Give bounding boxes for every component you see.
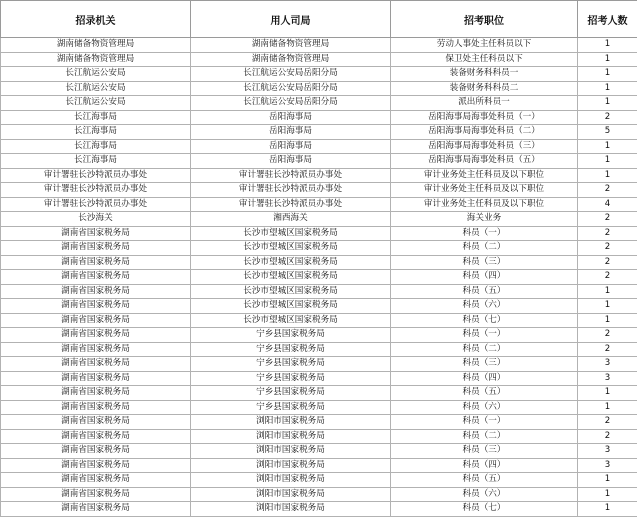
cell-recruiting-agency: 审计署驻长沙特派员办事处: [1, 197, 191, 212]
cell-position: 装备财务科科员一: [391, 67, 578, 82]
cell-hiring-department: 宁乡县国家税务局: [191, 357, 391, 372]
cell-hiring-department: 浏阳市国家税务局: [191, 415, 391, 430]
cell-hiring-department: 岳阳海事局: [191, 110, 391, 125]
cell-recruiting-agency: 湖南省国家税务局: [1, 371, 191, 386]
cell-recruiting-agency: 长江海事局: [1, 125, 191, 140]
table-row: [1, 81, 637, 96]
cell-headcount: 2: [578, 183, 637, 198]
cell-recruiting-agency: 长沙海关: [1, 212, 191, 227]
cell-headcount: 1: [578, 96, 637, 111]
table-row: [1, 487, 637, 502]
cell-headcount: 1: [578, 52, 637, 67]
table-row: [1, 154, 637, 169]
cell-position: 科员（一）: [391, 226, 578, 241]
cell-hiring-department: 浏阳市国家税务局: [191, 458, 391, 473]
cell-hiring-department: 宁乡县国家税务局: [191, 386, 391, 401]
cell-hiring-department: 长江航运公安局岳阳分局: [191, 67, 391, 82]
table-row: [1, 168, 637, 183]
cell-hiring-department: 湖南储备物资管理局: [191, 38, 391, 53]
cell-hiring-department: 浏阳市国家税务局: [191, 429, 391, 444]
cell-headcount: 2: [578, 241, 637, 256]
cell-position: 科员（三）: [391, 444, 578, 459]
cell-headcount: 1: [578, 139, 637, 154]
table-row: [1, 313, 637, 328]
cell-headcount: 1: [578, 473, 637, 488]
cell-position: 科员（七）: [391, 502, 578, 517]
cell-position: 科员（四）: [391, 458, 578, 473]
cell-headcount: 1: [578, 487, 637, 502]
table-row: [1, 125, 637, 140]
cell-hiring-department: 长沙市望城区国家税务局: [191, 241, 391, 256]
cell-recruiting-agency: 长江航运公安局: [1, 81, 191, 96]
cell-recruiting-agency: 湖南省国家税务局: [1, 400, 191, 415]
table-row: [1, 96, 637, 111]
cell-recruiting-agency: 湖南省国家税务局: [1, 328, 191, 343]
cell-hiring-department: 宁乡县国家税务局: [191, 328, 391, 343]
cell-position: 派出所科员一: [391, 96, 578, 111]
cell-recruiting-agency: 湖南省国家税务局: [1, 415, 191, 430]
table-row: [1, 226, 637, 241]
cell-recruiting-agency: 长江海事局: [1, 154, 191, 169]
cell-hiring-department: 宁乡县国家税务局: [191, 400, 391, 415]
cell-hiring-department: 长沙市望城区国家税务局: [191, 313, 391, 328]
cell-position: 科员（五）: [391, 473, 578, 488]
cell-headcount: 2: [578, 415, 637, 430]
table-row: [1, 458, 637, 473]
table-row: [1, 212, 637, 227]
cell-recruiting-agency: 审计署驻长沙特派员办事处: [1, 183, 191, 198]
table-row: [1, 429, 637, 444]
cell-hiring-department: 长沙市望城区国家税务局: [191, 255, 391, 270]
cell-headcount: 2: [578, 342, 637, 357]
table-row: [1, 400, 637, 415]
cell-hiring-department: 岳阳海事局: [191, 154, 391, 169]
cell-headcount: 2: [578, 110, 637, 125]
cell-recruiting-agency: 湖南省国家税务局: [1, 270, 191, 285]
cell-headcount: 3: [578, 357, 637, 372]
cell-position: 科员（一）: [391, 415, 578, 430]
table-row: [1, 357, 637, 372]
cell-recruiting-agency: 湖南省国家税务局: [1, 241, 191, 256]
cell-recruiting-agency: 湖南储备物资管理局: [1, 38, 191, 53]
cell-hiring-department: 审计署驻长沙特派员办事处: [191, 168, 391, 183]
cell-recruiting-agency: 湖南省国家税务局: [1, 284, 191, 299]
cell-recruiting-agency: 湖南省国家税务局: [1, 313, 191, 328]
cell-position: 审计业务处主任科员及以下职位: [391, 197, 578, 212]
cell-hiring-department: 宁乡县国家税务局: [191, 371, 391, 386]
cell-headcount: 1: [578, 38, 637, 53]
cell-hiring-department: 长沙市望城区国家税务局: [191, 284, 391, 299]
cell-headcount: 4: [578, 197, 637, 212]
cell-headcount: 3: [578, 444, 637, 459]
cell-headcount: 1: [578, 67, 637, 82]
cell-position: 科员（六）: [391, 299, 578, 314]
cell-recruiting-agency: 湖南省国家税务局: [1, 386, 191, 401]
cell-headcount: 2: [578, 270, 637, 285]
cell-hiring-department: 浏阳市国家税务局: [191, 444, 391, 459]
cell-recruiting-agency: 湖南省国家税务局: [1, 226, 191, 241]
cell-position: 科员（七）: [391, 313, 578, 328]
cell-headcount: 1: [578, 386, 637, 401]
cell-position: 劳动人事处主任科员以下: [391, 38, 578, 53]
cell-hiring-department: 审计署驻长沙特派员办事处: [191, 197, 391, 212]
header-position: 招考职位: [391, 1, 578, 38]
cell-hiring-department: 湖南储备物资管理局: [191, 52, 391, 67]
table-row: [1, 67, 637, 82]
cell-position: 科员（二）: [391, 342, 578, 357]
cell-headcount: 3: [578, 458, 637, 473]
cell-position: 保卫处主任科员以下: [391, 52, 578, 67]
cell-hiring-department: 长沙市望城区国家税务局: [191, 299, 391, 314]
cell-headcount: 1: [578, 400, 637, 415]
cell-headcount: 1: [578, 299, 637, 314]
cell-position: 科员（四）: [391, 371, 578, 386]
cell-hiring-department: 浏阳市国家税务局: [191, 487, 391, 502]
cell-headcount: 2: [578, 212, 637, 227]
cell-position: 科员（二）: [391, 241, 578, 256]
cell-position: 科员（一）: [391, 328, 578, 343]
cell-recruiting-agency: 长江航运公安局: [1, 96, 191, 111]
cell-hiring-department: 长沙市望城区国家税务局: [191, 270, 391, 285]
table-row: [1, 328, 637, 343]
cell-recruiting-agency: 审计署驻长沙特派员办事处: [1, 168, 191, 183]
cell-position: 审计业务处主任科员及以下职位: [391, 183, 578, 198]
cell-headcount: 1: [578, 154, 637, 169]
table-row: [1, 386, 637, 401]
cell-position: 科员（三）: [391, 255, 578, 270]
cell-recruiting-agency: 湖南省国家税务局: [1, 429, 191, 444]
cell-recruiting-agency: 湖南省国家税务局: [1, 487, 191, 502]
table-row: [1, 371, 637, 386]
table-row: [1, 110, 637, 125]
cell-hiring-department: 审计署驻长沙特派员办事处: [191, 183, 391, 198]
cell-hiring-department: 长沙市望城区国家税务局: [191, 226, 391, 241]
cell-hiring-department: 长江航运公安局岳阳分局: [191, 96, 391, 111]
cell-position: 岳阳海事局海事处科员（二）: [391, 125, 578, 140]
cell-hiring-department: 岳阳海事局: [191, 139, 391, 154]
cell-recruiting-agency: 长江航运公安局: [1, 67, 191, 82]
table-body: [1, 38, 637, 517]
cell-headcount: 2: [578, 226, 637, 241]
cell-headcount: 3: [578, 371, 637, 386]
cell-position: 审计业务处主任科员及以下职位: [391, 168, 578, 183]
cell-position: 科员（二）: [391, 429, 578, 444]
cell-hiring-department: 浏阳市国家税务局: [191, 502, 391, 517]
cell-hiring-department: 宁乡县国家税务局: [191, 342, 391, 357]
table-row: [1, 415, 637, 430]
table-row: [1, 255, 637, 270]
cell-recruiting-agency: 湖南省国家税务局: [1, 255, 191, 270]
cell-position: 岳阳海事局海事处科员（三）: [391, 139, 578, 154]
cell-hiring-department: 长江航运公安局岳阳分局: [191, 81, 391, 96]
cell-headcount: 2: [578, 429, 637, 444]
header-recruiting-agency: 招录机关: [1, 1, 191, 38]
cell-position: 科员（六）: [391, 400, 578, 415]
header-headcount: 招考人数: [578, 1, 637, 38]
cell-recruiting-agency: 湖南省国家税务局: [1, 357, 191, 372]
cell-recruiting-agency: 湖南省国家税务局: [1, 444, 191, 459]
cell-recruiting-agency: 湖南省国家税务局: [1, 299, 191, 314]
table-row: [1, 444, 637, 459]
cell-position: 科员（六）: [391, 487, 578, 502]
table-row: [1, 299, 637, 314]
cell-hiring-department: 浏阳市国家税务局: [191, 473, 391, 488]
cell-position: 科员（五）: [391, 284, 578, 299]
cell-position: 科员（五）: [391, 386, 578, 401]
cell-headcount: 2: [578, 328, 637, 343]
cell-headcount: 1: [578, 313, 637, 328]
cell-headcount: 5: [578, 125, 637, 140]
cell-recruiting-agency: 湖南省国家税务局: [1, 458, 191, 473]
table-row: [1, 241, 637, 256]
table-row: [1, 38, 637, 53]
table-row: [1, 197, 637, 212]
cell-headcount: 1: [578, 168, 637, 183]
cell-hiring-department: 湘西海关: [191, 212, 391, 227]
table-row: [1, 473, 637, 488]
table-row: [1, 502, 637, 517]
table-row: [1, 270, 637, 285]
table-row: [1, 284, 637, 299]
cell-recruiting-agency: 长江海事局: [1, 110, 191, 125]
cell-recruiting-agency: 湖南省国家税务局: [1, 342, 191, 357]
cell-recruiting-agency: 湖南储备物资管理局: [1, 52, 191, 67]
table-row: [1, 183, 637, 198]
cell-hiring-department: 岳阳海事局: [191, 125, 391, 140]
table-row: [1, 342, 637, 357]
cell-position: 海关业务: [391, 212, 578, 227]
cell-recruiting-agency: 湖南省国家税务局: [1, 473, 191, 488]
cell-position: 科员（四）: [391, 270, 578, 285]
cell-position: 岳阳海事局海事处科员（五）: [391, 154, 578, 169]
header-row: [1, 1, 637, 38]
cell-headcount: 1: [578, 502, 637, 517]
cell-headcount: 1: [578, 284, 637, 299]
cell-position: 科员（三）: [391, 357, 578, 372]
cell-position: 装备财务科科员二: [391, 81, 578, 96]
table-row: [1, 139, 637, 154]
header-hiring-department: 用人司局: [191, 1, 391, 38]
cell-position: 岳阳海事局海事处科员（一）: [391, 110, 578, 125]
cell-recruiting-agency: 湖南省国家税务局: [1, 502, 191, 517]
cell-recruiting-agency: 长江海事局: [1, 139, 191, 154]
table-row: [1, 52, 637, 67]
cell-headcount: 1: [578, 81, 637, 96]
cell-headcount: 2: [578, 255, 637, 270]
